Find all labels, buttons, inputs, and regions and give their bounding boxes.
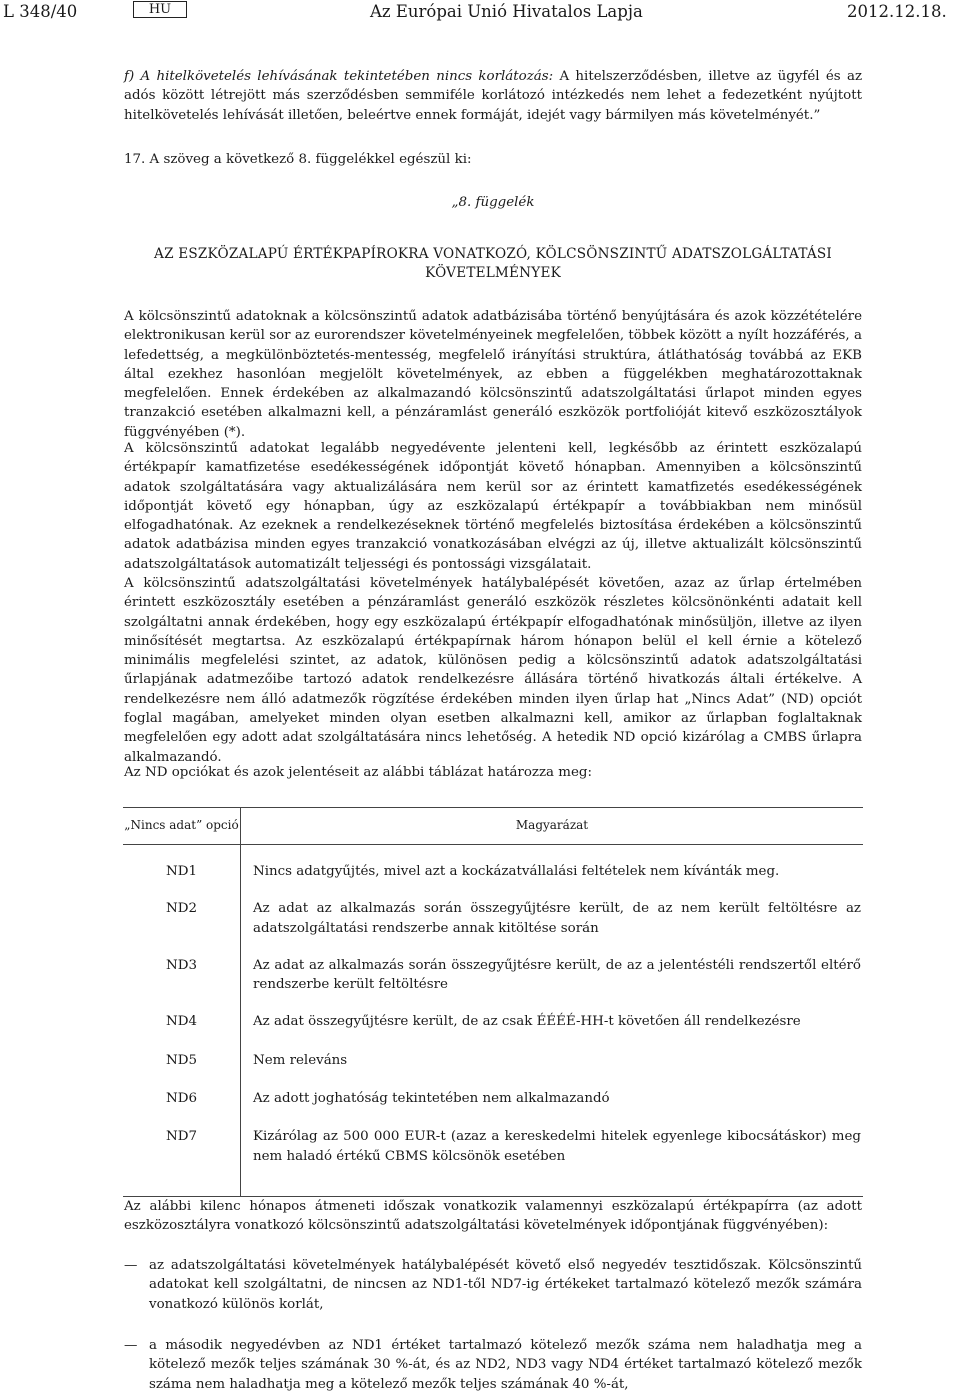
table-row bbox=[123, 938, 863, 995]
table-cell-desc: Az adat az alkalmazás során összegyűjtésre került, de az nem került feltöltésre az adatszolgáltatási rendszerbe annak kitöltése során bbox=[253, 901, 861, 936]
table-cell-code: ND2 bbox=[123, 881, 241, 938]
table-cell-desc: Az adat összegyűjtésre került, de az csak ÉÉÉÉ-HH-t követően áll rendelkezésre bbox=[253, 1014, 801, 1030]
table-cell-desc: Az adott joghatóság tekintetében nem alkalmazandó bbox=[253, 1091, 610, 1107]
table-cell-desc: Kizárólag az 500 000 EUR-t (azaz a kereskedelmi hitelek egyenlege kibocsátáskor) meg nem haladó értékű CBMS kölcsönök esetében bbox=[241, 1108, 864, 1196]
annex-label: „8. függelék bbox=[451, 195, 535, 210]
table-cell-code: ND4 bbox=[123, 994, 241, 1031]
paragraph-f-lead: f) A hitelkövetelés lehívásának tekintetében nincs korlátozás: bbox=[124, 69, 554, 84]
table-row bbox=[123, 845, 863, 882]
paragraph-f-text: A hitelszerződésben, illetve az ügyfél és az adós között létrejött más szerződésben semmiféle korlátozó intézkedés nem lehet a fedezetként nyújtott hitelkövetelés lehívását illetően, beleértve ennek formáját, idejét vagy bármilyen más követelményét.” bbox=[124, 69, 863, 123]
table-header-explanation: Magyarázat bbox=[241, 808, 864, 845]
table-cell-code: ND5 bbox=[123, 1032, 241, 1070]
table-cell-code: ND7 bbox=[123, 1108, 241, 1196]
page-reference: L 348/40 bbox=[3, 2, 78, 21]
table-row bbox=[123, 1032, 863, 1070]
dash-item-text: az adatszolgáltatási követelmények hatálybalépését követő első negyedév tesztidőszak. Kölcsönszintű adatokat kell szolgáltatni, de nincsen az ND1-től ND7-ig értékeket tartalmazó kötelező mezők számára vonatkozó különös korlát, bbox=[149, 1258, 862, 1312]
annex-title: AZ ESZKÖZALAPÚ ÉRTÉKPAPÍROKRA VONATKOZÓ, KÖLCSÖNSZINTŰ ADATSZOLGÁLTATÁSI KÖVETELMÉNYEK bbox=[154, 246, 832, 281]
table-row bbox=[123, 881, 863, 938]
dash-item-text: a második negyedévben az ND1 értéket tartalmazó kötelező mezők száma nem haladhatja meg a kötelező mezők teljes számának 30 %-át, és az ND2, ND3 vagy ND4 értéket tartalmazó kötelező mezők száma nem haladhatja meg a kötelező mezők teljes számának 40 %-át, bbox=[149, 1338, 862, 1392]
journal-title: Az Európai Unió Hivatalos Lapja bbox=[370, 2, 643, 21]
paragraph-3: A kölcsönszintű adatszolgáltatási követelmények hatálybalépését követően, azaz az űrlap értelmében érintett eszközosztály esetében a pénzáramlást generáló eszközök részletes kölcsönönkénti adatait kell szolgáltatni annak érdekében, hogy egy eszközalapú értékpapír elfogadhatónak minősüljön, illetve az ilyen minősítését megtartsa. Az eszközalapú értékpapírnak három hónapon belül el kell érnie a kötelező minimális megfelelési szintet, az adatok, különösen pedig a kölcsönszintű adatok adatszolgáltatási űrlapjának adatmezőibe tartozó adatok rendelkezésre állására történő hivatkozás általi értékelve. A rendelkezésre nem álló adatmezők rögzítése érdekében minden ilyen űrlap hat „Nincs Adat” (ND) opciót foglal magában, amelyeket minden olyan esetben alkalmazni kell, amikor az űrlapban foglaltaknak megfelelően egy adott adat szolgáltatására nincs lehetőség. A hetedik ND opció kizárólag a CMBS űrlapra alkalmazandó. bbox=[124, 576, 862, 765]
paragraph-2: A kölcsönszintű adatokat legalább negyedévente jelenteni kell, legkésőbb az érintett eszközalapú értékpapír kamatfizetése esedékességének időpontját követő hónapban. Amennyiben a kölcsönszintű adatok szolgáltatására vagy aktualizálására nem kerül sor az érintett kamatfizetés esedékességének időpontját követő egy hónapban, úgy az eszközalapú értékpapír a továbbiakban nem minősül elfogadhatónak. Az ezeknek a rendelkezéseknek történő megfelelés biztosítása érdekében a kölcsönszintű adatok adatbázisa minden egyes tranzakció vonatkozásában elvégzi az új, illetve aktualizált kölcsönszintű adatszolgáltatások automatizált teljességi és pontossági vizsgálatait. bbox=[124, 441, 862, 572]
paragraph-f bbox=[124, 67, 862, 125]
table-cell-code: ND6 bbox=[123, 1070, 241, 1108]
dash-bullet: — bbox=[124, 1338, 138, 1353]
table-row bbox=[123, 1108, 863, 1196]
table-cell-code: ND3 bbox=[123, 938, 241, 995]
table-cell-desc: Nincs adatgyűjtés, mivel azt a kockázatvállalási feltételek nem kívánták meg. bbox=[253, 864, 780, 879]
nd-options-table bbox=[123, 807, 863, 1197]
table-header-option: „Nincs adat” opció bbox=[123, 808, 241, 845]
table-row bbox=[123, 1070, 863, 1108]
table-header-row bbox=[123, 808, 863, 845]
item-17: 17. A szöveg a következő 8. függelékkel egészül ki: bbox=[124, 152, 472, 167]
table-cell-code: ND1 bbox=[123, 845, 241, 882]
dash-bullet: — bbox=[124, 1258, 138, 1273]
table-cell-desc: Nem releváns bbox=[253, 1052, 348, 1068]
table-cell-desc: Az adat az alkalmazás során összegyűjtésre került, de az a jelentéstéli rendszertől eltérő rendszerbe került feltöltésre bbox=[253, 957, 861, 993]
page-header bbox=[0, 0, 960, 26]
publication-date: 2012.12.18. bbox=[847, 2, 947, 21]
paragraph-1: A kölcsönszintű adatoknak a kölcsönszintű adatok adatbázisába történő benyújtására és azok közzétételére elektronikusan kerül sor az eurorendszer követelményeinek megfelelően, többek között a nyílt hozzáférés, a lefedettség, a megkülönböztetés-mentesség, megfelelő irányítási struktúra, átláthatóság továbbá az EKB által ezekhez hasonlóan megjelölt követelmények, az ebben a függelékben meghatározottaknak megfelelően. Ennek érdekében az alkalmazandó kölcsönszintű adatszolgáltatási űrlapot minden egyes tranzakció esetében alkalmazni kell, a pénzáramlást generáló eszközök portfolióját kitevő eszközosztályok függvényében (*). bbox=[124, 309, 862, 440]
paragraph-4: Az ND opciókat és azok jelentéseit az alábbi táblázat határozza meg: bbox=[124, 765, 592, 780]
language-code-box: HU bbox=[133, 1, 187, 18]
table-row bbox=[123, 994, 863, 1031]
paragraph-5: Az alábbi kilenc hónapos átmeneti időszak vonatkozik valamennyi eszközalapú értékpapírra (az adott eszközosztályra vonatkozó kölcsönszintű adatszolgáltatási követelmények időpontjának függvényében): bbox=[124, 1199, 862, 1234]
